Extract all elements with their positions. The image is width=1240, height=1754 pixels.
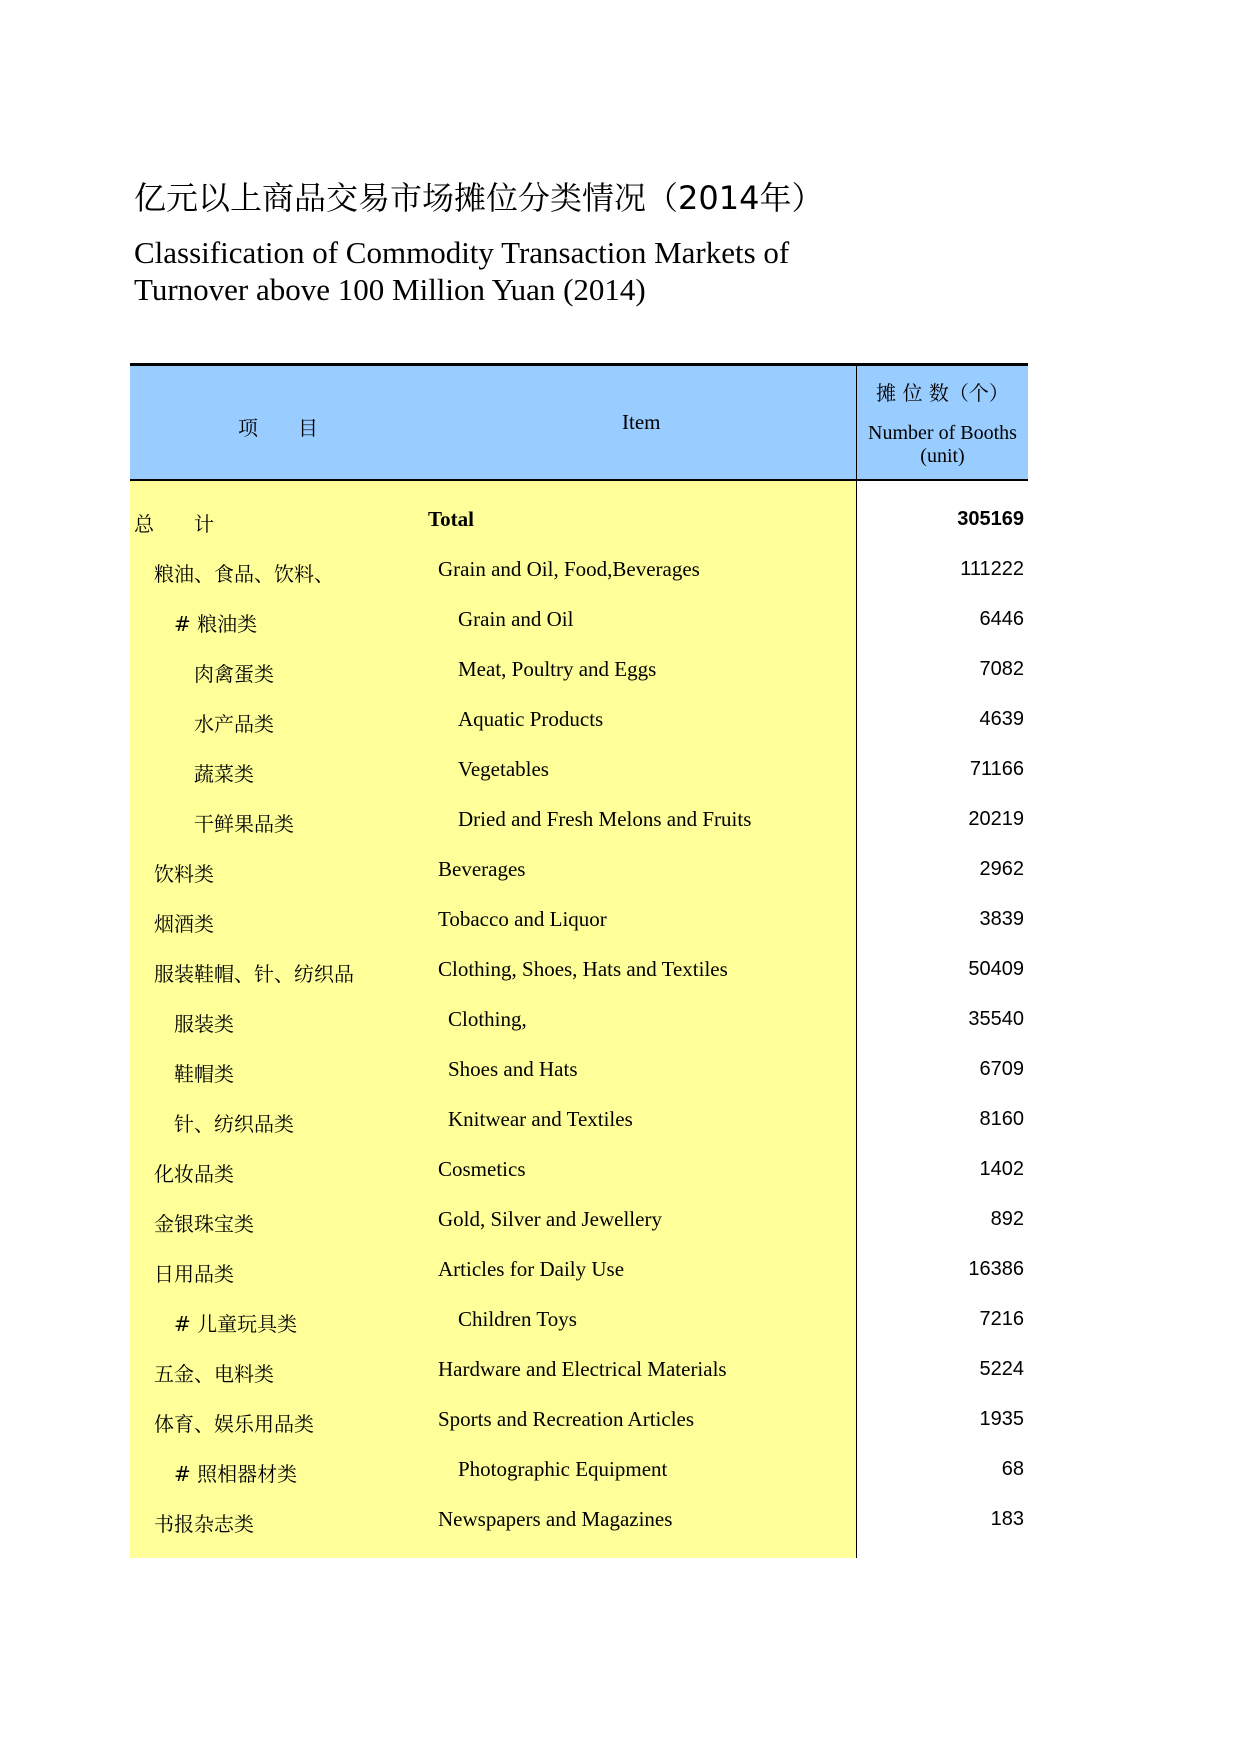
page-title-chinese: 亿元以上商品交易市场摊位分类情况（2014年） bbox=[134, 179, 824, 217]
row-label-chinese: # 照相器材类 bbox=[174, 1462, 298, 1486]
row-label-english: Clothing, bbox=[448, 1007, 527, 1031]
row-label-chinese: 日用品类 bbox=[154, 1262, 234, 1286]
table-row-value bbox=[857, 946, 1028, 996]
table-row-value bbox=[857, 846, 1028, 896]
row-label-english: Meat, Poultry and Eggs bbox=[458, 657, 657, 681]
table-row-value bbox=[857, 1096, 1028, 1146]
row-label-chinese: 服装鞋帽、针、纺织品 bbox=[154, 962, 354, 986]
row-label-english: Sports and Recreation Articles bbox=[438, 1407, 695, 1431]
booth-count: 20219 bbox=[968, 808, 1024, 830]
row-label-english: Children Toys bbox=[458, 1307, 577, 1331]
header-booths-cell bbox=[857, 366, 1028, 479]
table-row bbox=[130, 1446, 856, 1496]
table-row bbox=[130, 546, 856, 596]
header-booths-chinese: 摊 位 数（个） bbox=[876, 381, 1009, 405]
table-row bbox=[130, 846, 856, 896]
row-label-chinese: 总 计 bbox=[134, 512, 214, 536]
row-label-chinese: 化妆品类 bbox=[154, 1162, 234, 1186]
booth-count: 1402 bbox=[979, 1158, 1024, 1180]
table-row-value bbox=[857, 796, 1028, 846]
table-row bbox=[130, 1346, 856, 1396]
row-label-chinese: 干鲜果品类 bbox=[194, 812, 294, 836]
booth-count: 4639 bbox=[979, 708, 1024, 730]
table-row-value bbox=[857, 1296, 1028, 1346]
row-label-chinese: 鞋帽类 bbox=[174, 1062, 234, 1086]
table-row bbox=[130, 996, 856, 1046]
row-label-chinese: # 粮油类 bbox=[174, 612, 258, 636]
table-row-value bbox=[857, 696, 1028, 746]
booth-count: 16386 bbox=[968, 1258, 1024, 1280]
booth-count: 68 bbox=[1001, 1458, 1024, 1480]
page-title-english: Classification of Commodity Transaction Markets of Turnover above 100 Million Yuan (2014) bbox=[134, 235, 790, 307]
table-row-value bbox=[857, 996, 1028, 1046]
row-label-english: Hardware and Electrical Materials bbox=[438, 1357, 727, 1381]
table-row-value bbox=[857, 496, 1028, 546]
table-row-value bbox=[857, 896, 1028, 946]
row-label-english: Gold, Silver and Jewellery bbox=[438, 1207, 662, 1231]
row-label-english: Shoes and Hats bbox=[448, 1057, 578, 1081]
row-label-english: Grain and Oil bbox=[458, 607, 574, 631]
booth-count: 305169 bbox=[957, 508, 1024, 530]
row-label-chinese: 金银珠宝类 bbox=[154, 1212, 254, 1236]
row-label-english: Aquatic Products bbox=[458, 707, 604, 731]
table-row bbox=[130, 946, 856, 996]
row-label-english: Vegetables bbox=[458, 757, 549, 781]
row-label-chinese: 烟酒类 bbox=[154, 912, 214, 936]
row-label-english: Knitwear and Textiles bbox=[448, 1107, 633, 1131]
table-row bbox=[130, 496, 856, 546]
header-item-chinese: 项 目 bbox=[238, 416, 318, 440]
row-label-chinese: 书报杂志类 bbox=[154, 1512, 254, 1536]
booth-count: 3839 bbox=[979, 908, 1024, 930]
table-row bbox=[130, 1146, 856, 1196]
item-column bbox=[130, 481, 857, 1558]
table-row bbox=[130, 1046, 856, 1096]
row-label-chinese: 粮油、食品、饮料、 bbox=[154, 562, 334, 586]
row-label-english: Clothing, Shoes, Hats and Textiles bbox=[438, 957, 728, 981]
booth-count: 8160 bbox=[979, 1108, 1024, 1130]
table-row bbox=[130, 1296, 856, 1346]
row-label-english: Grain and Oil, Food,Beverages bbox=[438, 557, 700, 581]
table-row-value bbox=[857, 1396, 1028, 1446]
row-label-chinese: 针、纺织品类 bbox=[174, 1112, 294, 1136]
row-label-english: Newspapers and Magazines bbox=[438, 1507, 673, 1531]
row-label-english: Photographic Equipment bbox=[458, 1457, 668, 1481]
row-label-chinese: 体育、娱乐用品类 bbox=[154, 1412, 314, 1436]
row-label-chinese: 饮料类 bbox=[154, 862, 214, 886]
table-row bbox=[130, 796, 856, 846]
table-row bbox=[130, 1096, 856, 1146]
table-body bbox=[130, 481, 1028, 1558]
row-label-english: Cosmetics bbox=[438, 1157, 526, 1181]
table-row-value bbox=[857, 646, 1028, 696]
booth-count: 892 bbox=[990, 1208, 1024, 1230]
row-label-english: Articles for Daily Use bbox=[438, 1257, 625, 1281]
table-row bbox=[130, 646, 856, 696]
table-row-value bbox=[857, 1346, 1028, 1396]
row-label-english: Beverages bbox=[438, 857, 526, 881]
table-row bbox=[130, 696, 856, 746]
booth-count: 1935 bbox=[979, 1408, 1024, 1430]
row-label-chinese: # 儿童玩具类 bbox=[174, 1312, 298, 1336]
header-item-english: Item bbox=[622, 410, 661, 434]
table-row-value bbox=[857, 1196, 1028, 1246]
booth-count: 35540 bbox=[968, 1008, 1024, 1030]
row-label-chinese: 服装类 bbox=[174, 1012, 234, 1036]
table-row bbox=[130, 596, 856, 646]
row-label-chinese: 水产品类 bbox=[194, 712, 274, 736]
table-row-value bbox=[857, 1246, 1028, 1296]
table-row-value bbox=[857, 1496, 1028, 1546]
booths-column bbox=[857, 481, 1028, 1558]
table-row-value bbox=[857, 1146, 1028, 1196]
table-row bbox=[130, 896, 856, 946]
booth-count: 7082 bbox=[979, 658, 1024, 680]
booth-count: 6446 bbox=[979, 608, 1024, 630]
table-row bbox=[130, 1246, 856, 1296]
row-label-english: Dried and Fresh Melons and Fruits bbox=[458, 807, 752, 831]
row-label-chinese: 肉禽蛋类 bbox=[194, 662, 274, 686]
row-label-english: Tobacco and Liquor bbox=[438, 907, 607, 931]
booth-count: 7216 bbox=[979, 1308, 1024, 1330]
table-row-value bbox=[857, 1046, 1028, 1096]
booth-count: 111222 bbox=[960, 558, 1024, 580]
table-header bbox=[130, 363, 1028, 481]
booth-classification-table bbox=[130, 363, 1028, 1558]
booth-count: 5224 bbox=[979, 1358, 1024, 1380]
row-label-english: Total bbox=[428, 507, 474, 531]
table-row-value bbox=[857, 546, 1028, 596]
booth-count: 6709 bbox=[979, 1058, 1024, 1080]
booth-count: 50409 bbox=[968, 958, 1024, 980]
booth-count: 183 bbox=[990, 1508, 1024, 1530]
row-label-chinese: 蔬菜类 bbox=[194, 762, 254, 786]
booth-count: 2962 bbox=[979, 858, 1024, 880]
header-booths-english: Number of Booths (unit) bbox=[868, 422, 1017, 467]
table-row-value bbox=[857, 746, 1028, 796]
header-item-cell bbox=[130, 366, 857, 479]
table-row-value bbox=[857, 596, 1028, 646]
table-row bbox=[130, 1196, 856, 1246]
table-row bbox=[130, 1496, 856, 1546]
table-row-value bbox=[857, 1446, 1028, 1496]
booth-count: 71166 bbox=[969, 758, 1024, 780]
table-row bbox=[130, 746, 856, 796]
table-row bbox=[130, 1396, 856, 1446]
row-label-chinese: 五金、电料类 bbox=[154, 1362, 274, 1386]
